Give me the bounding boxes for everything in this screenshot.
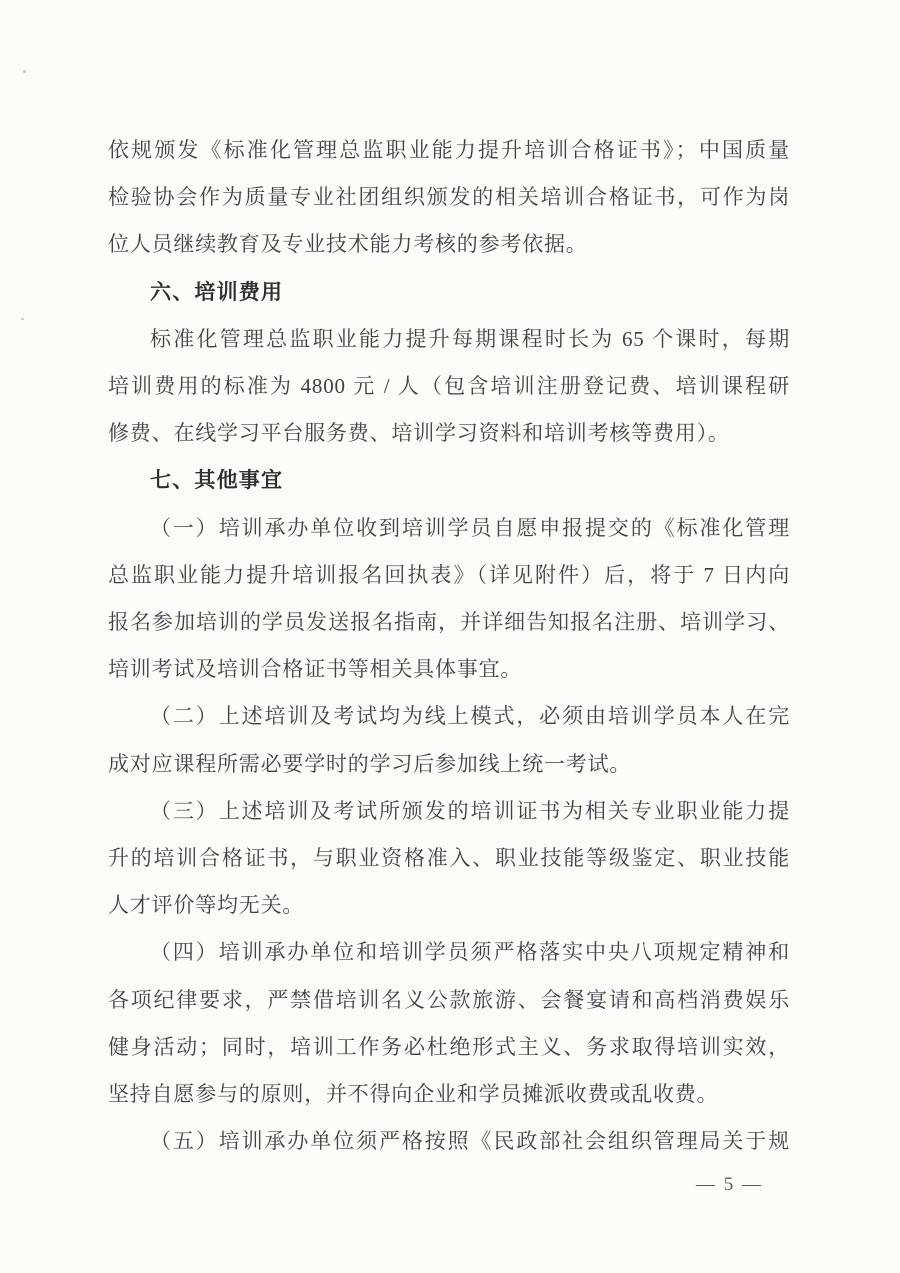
document-line: 坚持自愿参与的原则，并不得向企业和学员摊派收费或乱收费。 — [108, 1082, 719, 1107]
document-line: 检验协会作为质量专业社团组织颁发的相关培训合格证书，可作为岗 — [108, 185, 790, 210]
scan-speck — [21, 318, 24, 320]
document-line: （二）上述培训及考试均为线上模式，必须由培训学员本人在完 — [150, 704, 790, 729]
section-heading-other-matters: 七、其他事宜 — [150, 469, 284, 493]
document-line: 依规颁发《标准化管理总监职业能力提升培训合格证书》；中国质量 — [108, 138, 790, 162]
document-line: （五）培训承办单位须严格按照《民政部社会组织管理局关于规 — [150, 1129, 790, 1154]
document-line: 报名参加培训的学员发送报名指南，并详细告知报名注册、培训学习、 — [108, 610, 790, 635]
document-line: 健身活动；同时，培训工作务必杜绝形式主义、务求取得培训实效， — [108, 1034, 790, 1059]
document-line: 培训考试及培训合格证书等相关具体事宜。 — [108, 657, 523, 682]
document-line: 修费、在线学习平台服务费、培训学习资料和培训考核等费用）。 — [108, 421, 730, 446]
section-heading-training-fee: 六、培训费用 — [150, 280, 284, 304]
document-line: （三）上述培训及考试所颁发的培训证书为相关专业职业能力提 — [150, 798, 790, 823]
document-line: 位人员继续教育及专业技术能力考核的参考依据。 — [108, 232, 588, 257]
document-line: 各项纪律要求，严禁借培训名义公款旅游、会餐宴请和高档消费娱乐 — [108, 987, 790, 1012]
page-number: — 5 — — [696, 1174, 763, 1195]
document-line: 成对应课程所需必要学时的学习后参加线上统一考试。 — [108, 751, 632, 776]
document-line: 人才评价等均无关。 — [108, 893, 305, 918]
document-line: 培训费用的标准为 4800 元 / 人（包含培训注册登记费、培训课程研 — [108, 374, 790, 399]
document-line: 标准化管理总监职业能力提升每期课程时长为 65 个课时，每期 — [150, 326, 790, 351]
scan-speck — [23, 70, 26, 73]
document-line: 总监职业能力提升培训报名回执表》（详见附件）后，将于 7 日内向 — [108, 562, 790, 587]
document-line: （四）培训承办单位和培训学员须严格落实中央八项规定精神和 — [150, 940, 790, 965]
document-body — [108, 127, 790, 1165]
document-line: （一）培训承办单位收到培训学员自愿申报提交的《标准化管理 — [150, 515, 790, 540]
document-line: 升的培训合格证书，与职业资格准入、职业技能等级鉴定、职业技能 — [108, 846, 790, 871]
